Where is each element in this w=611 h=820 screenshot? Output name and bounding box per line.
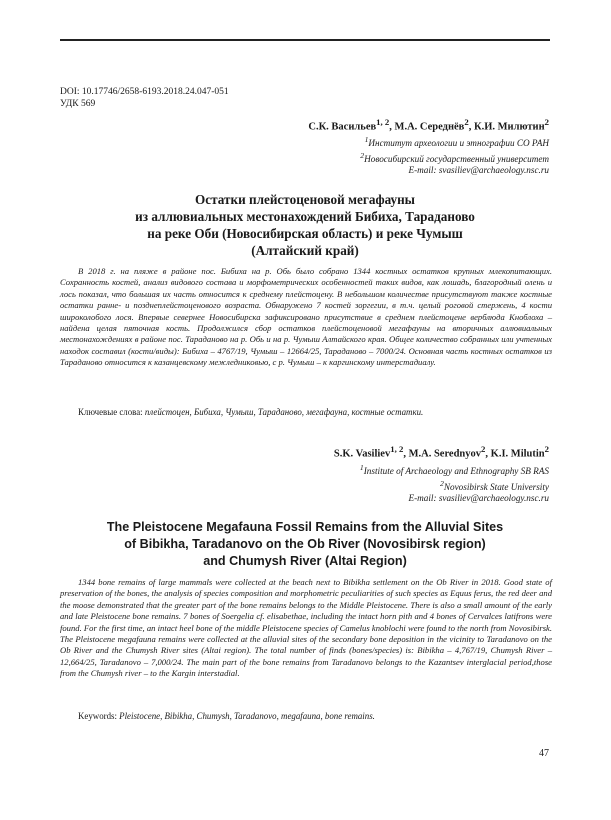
doi: DOI: 10.17746/2658-6193.2018.24.047-051 [60, 87, 229, 97]
email-en: E-mail: svasiliev@archaeology.nsc.ru [408, 493, 549, 504]
abstract-ru: В 2018 г. на пляже в районе пос. Бибиха на р. Обь было собрано 1344 костных остатков крупных млекопитающих. Сохранность костей, анализ видового состава и морфометрических особенностей таких видов, как лошадь, благородный олень и лось показал, что большая их часть относится к среднему плейстоцену. В небольшом количестве присутствуют также костные остатки ранне- и позднеплейстоценового возраста. Обнаружено 7 костей зоргегии, в т.ч. целый роговой стержень, 4 кости широколобого лося. Впервые севернее Новосибирска зафиксировано присутствие в среднем плейстоцене верблюда Кноблоха – найдена целая пяточная кость. Продолжился сбор остатков плейстоценовой мегафауны на вторичных аллювиальных местонахождениях в районе пос. Тараданово на р. Обь и на р. Чумыш Алтайского края. Общее количество собранных или учтенных находок составил (кости/виды): Бибиха – 4767/19, Чумыш – 12664/25, Тараданово – 7000/24. Основная часть костных остатков из Тараданово относится к казанцевскому межледниковью, с р. Чумыш – к каргинскому интерстадиалу. [60, 266, 552, 368]
authors-ru: С.К. Васильев$^{1, 2}$, М.А. Середнёв$^2$, К.И. Милютин$^2$ [308, 117, 549, 133]
email-ru: E-mail: svasiliev@archaeology.nsc.ru [408, 165, 549, 176]
affiliation-2-ru: $^2$Новосибирский государственный университет [360, 150, 549, 164]
authors-en: S.K. Vasiliev$^{1, 2}$, M.A. Serednyov$^2$, K.I. Milutin$^2$ [333, 444, 549, 460]
title-ru: Остатки плейстоценовой мегафауны из аллювиальных местонахождений Бибиха, Тараданово на реке Оби (Новосибирская область) и реке Чумыш (Алтайский край) [135, 192, 475, 258]
page-number: 47 [539, 748, 549, 759]
abstract-en: 1344 bone remains of large mammals were collected at the beach next to Bibikha settlement on the Ob River in 2018. Good state of preservation of the bones, the analysis of species composition and morphometric peculiarities of such species as Equus ferus, the red deer and the moose demonstrated that the greater part of the bone remains belongs to the Middle Pleistocene. There is also a small amount of the early and late Pleistocene bone remains. 7 bones of Soergelia cf. elisabethae, including the intact horn pith and 4 bones of Cervalces latifrons were found. For the first time, an intact heel bone of the middle Pleistocene species of Camelus knoblochi were found to the north from Novosibirsk. The Pleistocene megafauna remains were collected at the alluvial sites of the secondary bone deposition in the vicinity to Taradanovo on the Ob River and the Chumysh River sites (Altai region). The total number of finds (bones/species) is: Bibikha – 4,767/19, Chumysh River – 12,664/25, Taradanovo – 7,000/24. The main part of the bone remains from Taradanovo belongs to the Kazantsev interglacial period,those from the Chumysh river – to the Kargin interstadial. [60, 577, 552, 679]
title-en: The Pleistocene Megafauna Fossil Remains from the Alluvial Sites of Bibikha, Taradanovo on the Ob River (Novosibirsk region) and Chumysh River (Altai Region) [106, 520, 504, 568]
affiliation-2-en: $^2$Novosibirsk State University [440, 478, 549, 492]
keywords-en: Keywords: Pleistocene, Bibikha, Chumysh, Taradanovo, megafauna, bone remains. [78, 711, 375, 721]
top-rule [60, 39, 550, 41]
affiliations-en [360, 462, 549, 505]
affiliation-1-ru: $^1$Институт археологии и этнографии СО РАН [364, 135, 549, 149]
udk: УДК 569 [60, 99, 96, 109]
keywords-ru: Ключевые слова: плейстоцен, Бибиха, Чумыш, Тараданово, мегафауна, костные остатки. [78, 407, 424, 417]
affiliations-ru [360, 134, 549, 177]
affiliation-1-en: $^1$Institute of Archaeology and Ethnography SB RAS [359, 463, 549, 477]
